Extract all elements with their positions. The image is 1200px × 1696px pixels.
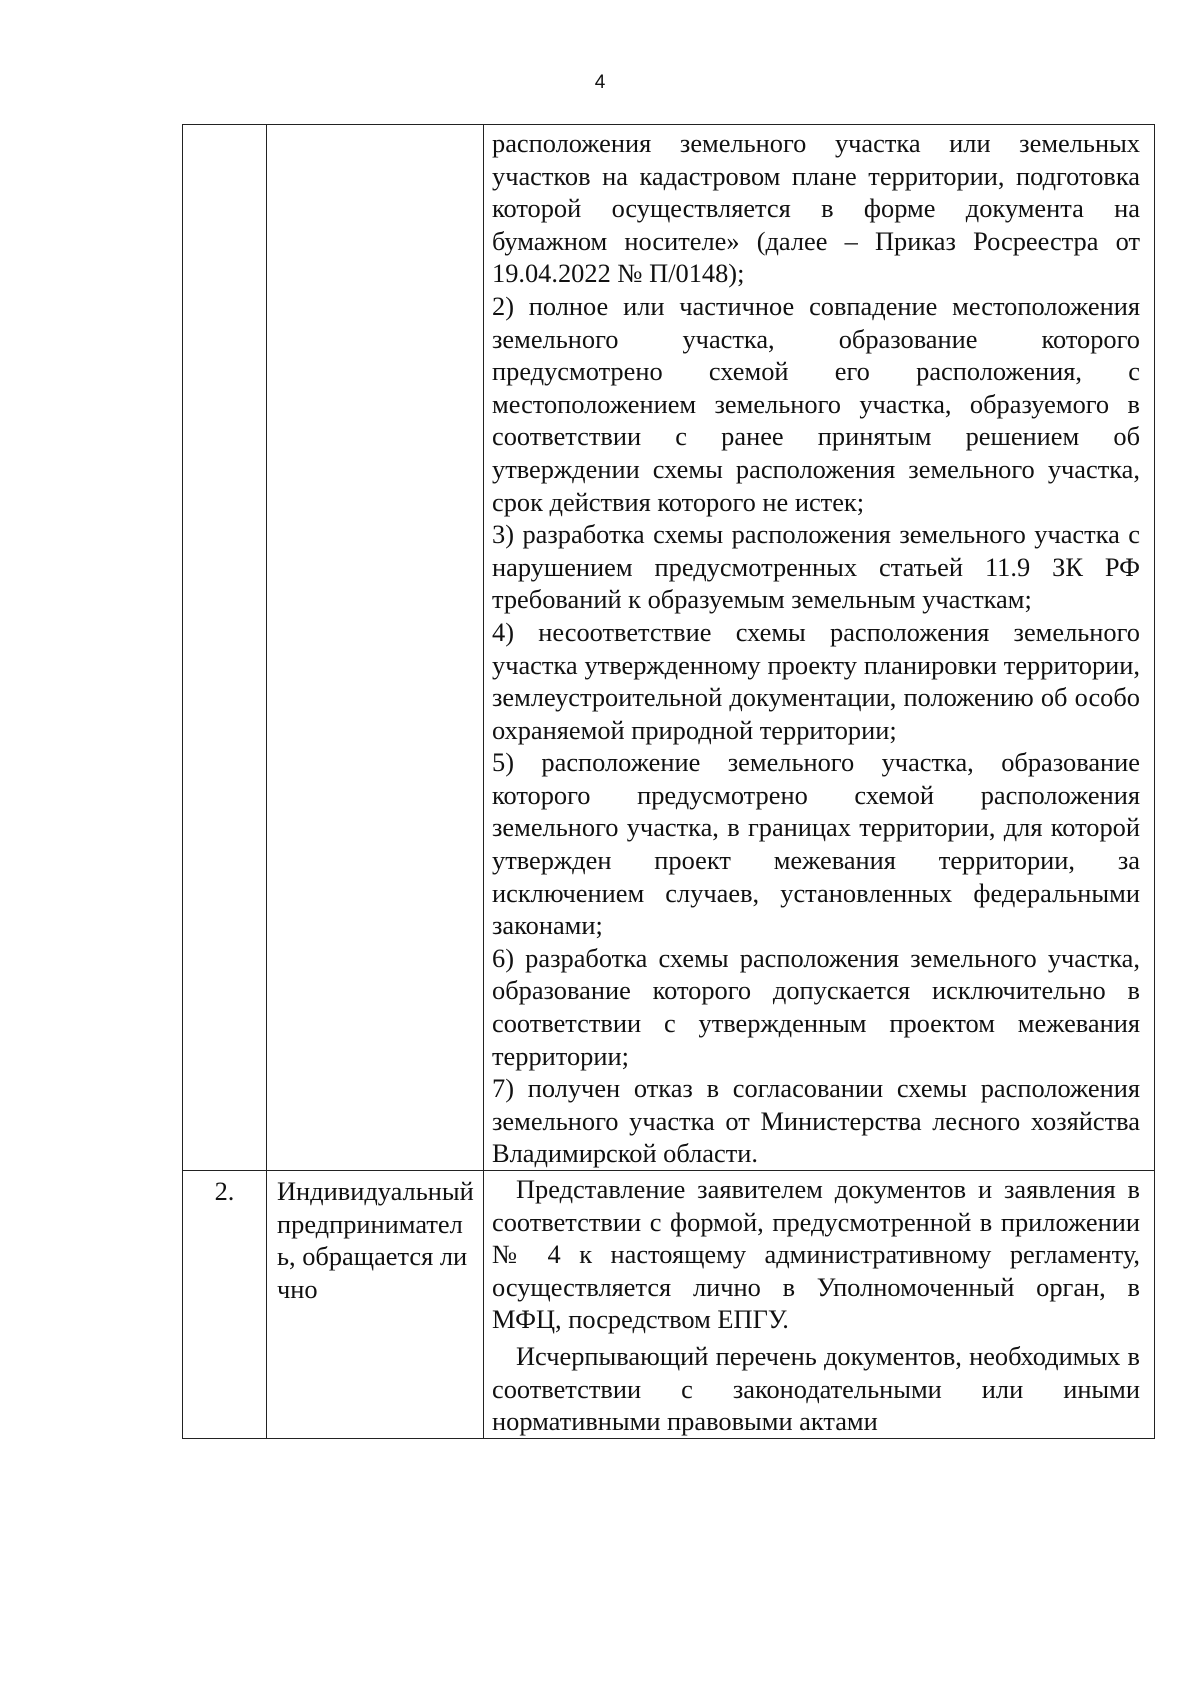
paragraph: Исчерпывающий перечень документов, необходимых в соответствии с законодательными или иными нормативными правовыми актами xyxy=(492,1340,1140,1437)
paragraph: 2) полное или частичное совпадение местоположения земельного участка, образование которого предусмотрено схемой его расположения, с местоположением земельного участка, образуемого в соответствии с ранее принятым решением об утверждении схемы расположения земельного участка, срок действия которого не истек; xyxy=(492,290,1140,517)
page-number: 4 xyxy=(594,72,606,93)
row-number-cell: 2. xyxy=(183,1171,267,1439)
services-table xyxy=(182,124,1155,1439)
paragraph: 4) несоответствие схемы расположения земельного участка утвержденному проекту планировки территории, землеустроительной документации, положению об особо охраняемой природной территории; xyxy=(492,616,1140,745)
paragraph: Представление заявителем документов и заявления в соответствии с формой, предусмотренной в приложении № 4 к настоящему административному регламенту, осуществляется лично в Уполномоченный орган, в МФЦ, посредством ЕПГУ. xyxy=(492,1174,1140,1335)
paragraph: 3) разработка схемы расположения земельного участка с нарушением предусмотренных статьей 11.9 ЗК РФ требований к образуемым земельным участкам; xyxy=(492,519,1140,615)
applicant-cell: Индивидуальный предприниматель, обращается лично xyxy=(267,1171,484,1439)
paragraph: расположения земельного участка или земельных участков на кадастровом плане территории, подготовка которой осуществляется в форме документа на бумажном носителе» (далее – Приказ Росреестра от 19.04.2022 № П/0148); xyxy=(492,128,1140,289)
paragraph: 5) расположение земельного участка, образование которого предусмотрено схемой расположения земельного участка, в границах территории, для которой утвержден проект межевания территории, за исключением случаев, установленных федеральными законами; xyxy=(492,747,1140,941)
row-number-cell xyxy=(183,125,267,1171)
paragraph: 7) получен отказ в согласовании схемы расположения земельного участка от Министерства лесного хозяйства Владимирской области. xyxy=(492,1073,1140,1169)
refusal-grounds-cell xyxy=(484,125,1155,1171)
table-row xyxy=(183,125,1155,1171)
paragraph: 6) разработка схемы расположения земельного участка, образование которого допускается исключительно в соответствии с утвержденным проектом межевания территории; xyxy=(492,942,1140,1071)
table-row xyxy=(183,1171,1155,1439)
applicant-cell xyxy=(267,125,484,1171)
procedure-cell xyxy=(484,1171,1155,1439)
